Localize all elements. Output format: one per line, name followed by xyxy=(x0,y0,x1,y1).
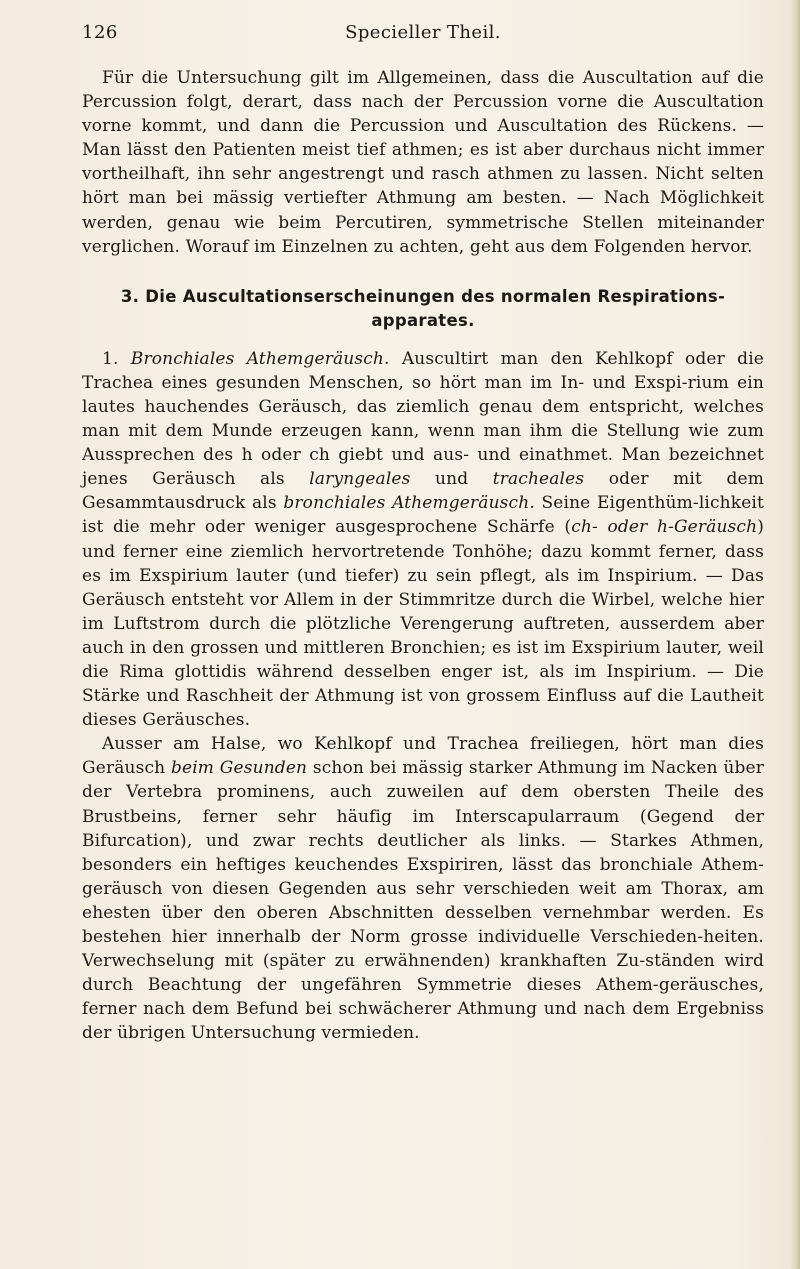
item-number: 1. xyxy=(102,348,119,369)
term-beim-gesunden: beim Gesunden xyxy=(170,758,308,779)
body-text: oder mit dem Gesammtausdruck als xyxy=(82,469,764,514)
body-text: ) und ferner eine ziemlich hervortretende Tonhöhe; dazu kommt ferner, dass es im Exspirium lauter (und tiefer) zu sein pflegt, als im Inspirium. — Das Geräusch entsteht vor Allem in der Stimmritze durch die Wirbel, welche hier im Luftstrom durch die plötzliche Verengerung auftreten, ausserdem aber auch in den grossen und mittleren Bronchien; es ist im Exspirium lauter, weil die Rima glottidis während desselben enger ist, als im Inspirium. — Die Stärke und Raschheit der Athmung ist von grossem Einfluss auf die Lautheit dieses Geräusches. xyxy=(82,517,764,731)
running-head xyxy=(82,22,764,52)
page-number: 126 xyxy=(82,22,118,43)
paragraph-bronchiales xyxy=(82,347,764,733)
paragraph-ausser-am-halse xyxy=(82,732,764,1045)
term-tracheales: tracheales xyxy=(492,469,585,490)
running-title: Specieller Theil. xyxy=(345,22,501,43)
term-bronchiales-heading: Bronchiales Athemgeräusch. xyxy=(130,348,390,369)
term-ch-geraeusch: ch- oder h-Geräusch xyxy=(571,517,758,538)
body-text: Auscultirt man den Kehlkopf oder die Trachea eines gesunden Menschen, so hört man im In- und Exspi-rium ein lautes hauchendes Geräusch, das ziemlich genau dem entspricht, welches man mit dem Munde erzeugen kann, wenn man ihm die Stellung wie zum Aussprechen des h oder ch giebt und aus- und einathmet. Man bezeichnet jenes Geräusch als xyxy=(82,348,765,490)
body-text: schon bei mässig starker Athmung im Nacken über der Vertebra prominens, auch zuweilen auf dem obersten Theile des Brustbeins, ferner sehr häufig im Interscapularraum (Gegend der Bifurcation), und zwar rechts deutlicher als links. — Starkes Athmen, besonders ein heftiges keuchendes Exspiriren, lässt das bronchiale Athem-geräusch von diesen Gegenden aus sehr verschieden weit am Thorax, am ehesten über den oberen Abschnitten desselben vernehmbar werden. Es bestehen hier innerhalb der Norm grosse individuelle Verschieden-heiten. Verwechselung mit (später zu erwähnenden) krankhaften Zu-ständen wird durch Beachtung der ungefähren Symmetrie dieses Athem-geräusches, ferner nach dem Befund bei schwächerer Athmung und nach dem Ergebniss der übrigen Untersuchung vermieden. xyxy=(82,758,764,1044)
page-edge-shadow xyxy=(790,0,800,1269)
term-bronchiales: bronchiales Athemgeräusch. xyxy=(283,493,535,514)
body-text: Seine Eigenthüm-lichkeit ist die mehr oder weniger ausgesprochene Schärfe ( xyxy=(82,493,764,538)
term-laryngeales: laryngeales xyxy=(309,469,411,490)
intro-paragraph xyxy=(82,66,764,259)
section-heading: 3. Die Auscultationserscheinungen des normalen Respirations-apparates. xyxy=(120,286,726,330)
body-text: und xyxy=(435,469,469,490)
body-text: Ausser am Halse, wo Kehlkopf und Trachea freiliegen, hört man dies Geräusch xyxy=(82,734,764,779)
intro-text: Für die Untersuchung gilt im Allgemeinen, dass die Auscultation auf die Percussion folgt, derart, dass nach der Percussion vorne die Auscultation vorne kommt, und dann die Percussion und Auscultation des Rückens. — Man lässt den Patienten meist tief athmen; es ist aber durchaus nicht immer vortheilhaft, ihn sehr angestrengt und rasch athmen zu lassen. Nicht selten hört man bei mässig vertiefter Athmung am besten. — Nach Möglichkeit werden, genau wie beim Percutiren, symmetrische Stellen miteinander verglichen. Worauf im Einzelnen zu achten, geht aus dem Folgenden hervor. xyxy=(82,68,764,257)
